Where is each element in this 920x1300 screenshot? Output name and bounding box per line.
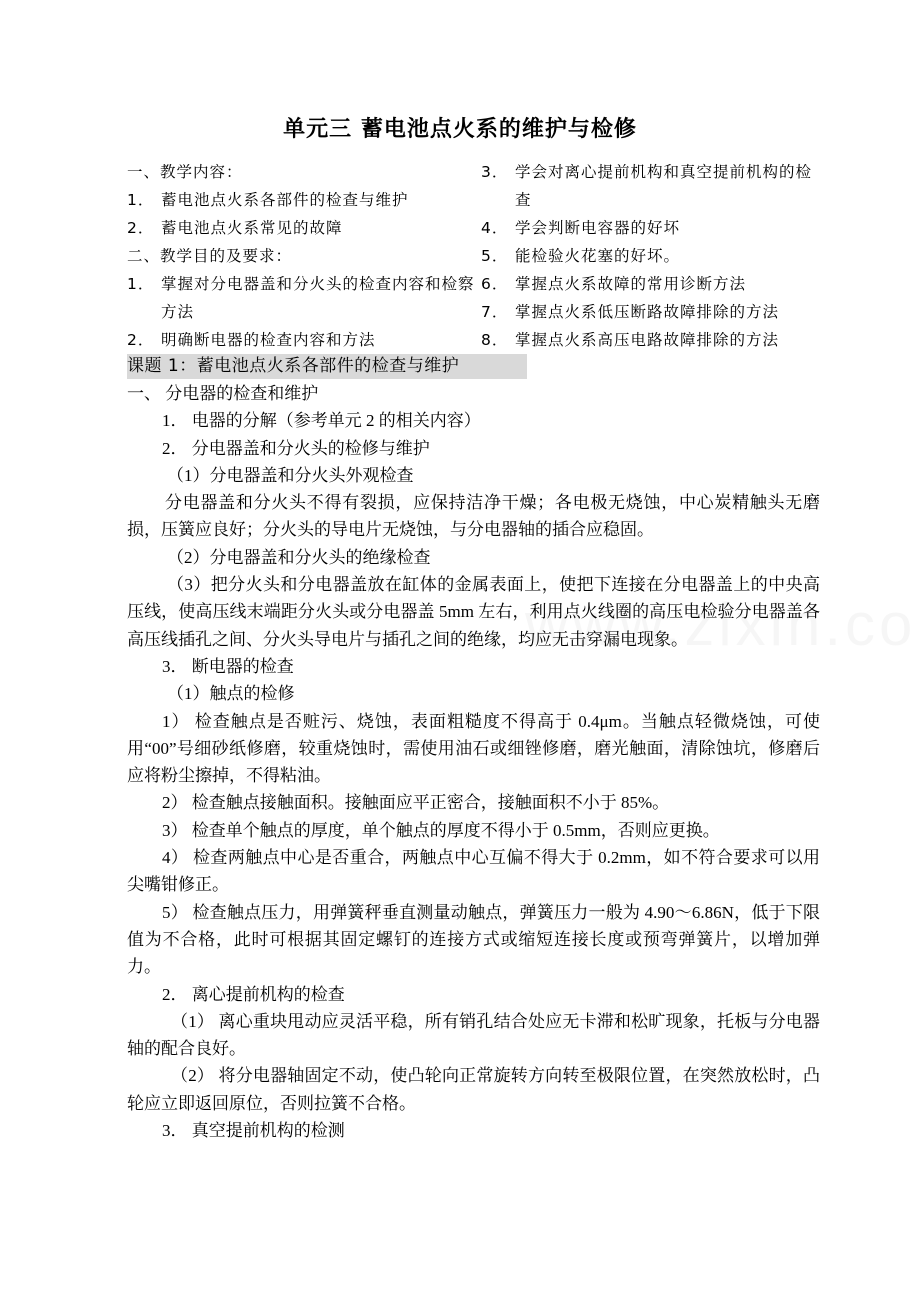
list-number: 1． [127, 191, 155, 209]
list-number: 5． [481, 247, 509, 265]
item-heading: （1）触点的检修 [167, 684, 295, 704]
list-text: 掌握点火系高压电路故障排除的方法 [515, 331, 780, 349]
list-item [481, 214, 826, 242]
list-text: 掌握点火系故障的常用诊断方法 [515, 275, 747, 293]
list-item [127, 270, 477, 326]
paragraph: 分电器盖和分火头不得有裂损，应保持洁净干燥；各电极无烧蚀，中心炭精触头无磨损，压簧应良好；分火头的导电片无烧蚀，与分电器轴的插合应稳固。 [127, 493, 820, 540]
list-text: 掌握对分电器盖和分火头的检查内容和检察方法 [161, 275, 475, 321]
paragraph: 4） 检查两触点中心是否重合，两触点中心互偏不得大于 0.2mm，如不符合要求可以用尖嘴钳修正。 [127, 848, 820, 895]
list-item [127, 242, 477, 270]
paragraph: 2） 检查触点接触面积。接触面应平正密合，接触面积不小于 85%。 [162, 793, 670, 813]
paragraph: 3） 检查单个触点的厚度，单个触点的厚度不得小于 0.5mm，否则应更换。 [162, 820, 720, 840]
list-number: 3． [481, 163, 509, 181]
list-item [127, 214, 477, 242]
list-text: 掌握点火系低压断路故障排除的方法 [515, 303, 780, 321]
list-number: 2． [127, 331, 155, 349]
list-number: 4． [481, 219, 509, 237]
subsection-heading: 1． 电器的分解（参考单元 2 的相关内容） [162, 411, 481, 431]
watermark [525, 590, 920, 659]
subsection-heading: 2． 离心提前机构的检查 [162, 984, 345, 1004]
list-text: 一、教学内容： [127, 163, 243, 181]
item-heading: （1）分电器盖和分火头外观检查 [167, 465, 414, 485]
list-number: 7． [481, 303, 509, 321]
list-item [481, 242, 826, 270]
list-text: 二、教学目的及要求： [127, 247, 293, 265]
paragraph: （1） 离心重块甩动应灵活平稳，所有销孔结合处应无卡滞和松旷现象，托板与分电器轴的配合良好。 [127, 1011, 820, 1059]
list-text: 明确断电器的检查内容和方法 [161, 331, 376, 349]
list-item [127, 326, 477, 354]
list-number: 1． [127, 275, 155, 293]
list-item [481, 298, 826, 326]
list-number: 6． [481, 275, 509, 293]
paragraph: 1） 检查触点是否赃污、烧蚀，表面粗糙度不得高于 0.4μm。当触点轻微烧蚀，可使用“00”号细砂纸修磨，较重烧蚀时，需使用油石或细锉修磨，磨光触面，清除蚀坑，修磨后应将粉尘擦掉，不得粘油。 [127, 711, 820, 786]
list-item [481, 326, 826, 354]
body-text [127, 380, 820, 1144]
teaching-content-column [127, 158, 477, 354]
section-heading: 一、 分电器的检查和维护 [127, 384, 319, 403]
subsection-heading: 3． 断电器的检查 [162, 656, 294, 676]
page-title: 单元三 蓄电池点火系的维护与检修 [283, 116, 637, 142]
list-text: 能检验火花塞的好坏。 [515, 247, 681, 265]
list-item [127, 158, 477, 186]
subsection-heading: 2． 分电器盖和分火头的检修与维护 [162, 438, 430, 458]
topic-heading: 课题 1：蓄电池点火系各部件的检查与维护 [127, 354, 527, 379]
list-text: 蓄电池点火系常见的故障 [161, 219, 343, 237]
objectives-column [481, 158, 826, 354]
paragraph: 5） 检查触点压力，用弹簧秤垂直测量动触点，弹簧压力一般为 4.90～6.86N，低于下限值为不合格，此时可根据其固定螺钉的连接方式或缩短连接长度或预弯弹簧片，以增加弹力。 [127, 902, 820, 977]
list-number: 8． [481, 331, 509, 349]
list-item [481, 270, 826, 298]
list-text: 学会对离心提前机构和真空提前机构的检查 [515, 163, 813, 209]
list-text: 学会判断电容器的好坏 [515, 219, 681, 237]
list-number: 2． [127, 219, 155, 237]
item-heading: （2）分电器盖和分火头的绝缘检查 [167, 547, 431, 567]
paragraph: （3）把分火头和分电器盖放在缸体的金属表面上，使把下连接在分电器盖上的中央高压线，使高压线末端距分火头或分电器盖 5mm 左右，利用点火线圈的高压电检验分电器盖各高压线插孔之间、分火头导电片与插孔之间的绝缘，均应无击穿漏电现象。 [127, 575, 820, 649]
list-item [481, 158, 826, 214]
subsection-heading: 3． 真空提前机构的检测 [162, 1121, 345, 1141]
list-item [127, 186, 477, 214]
paragraph: （2） 将分电器轴固定不动，使凸轮向正常旋转方向转至极限位置，在突然放松时，凸轮应立即返回原位，否则拉簧不合格。 [127, 1066, 820, 1113]
list-text: 蓄电池点火系各部件的检查与维护 [161, 191, 409, 209]
